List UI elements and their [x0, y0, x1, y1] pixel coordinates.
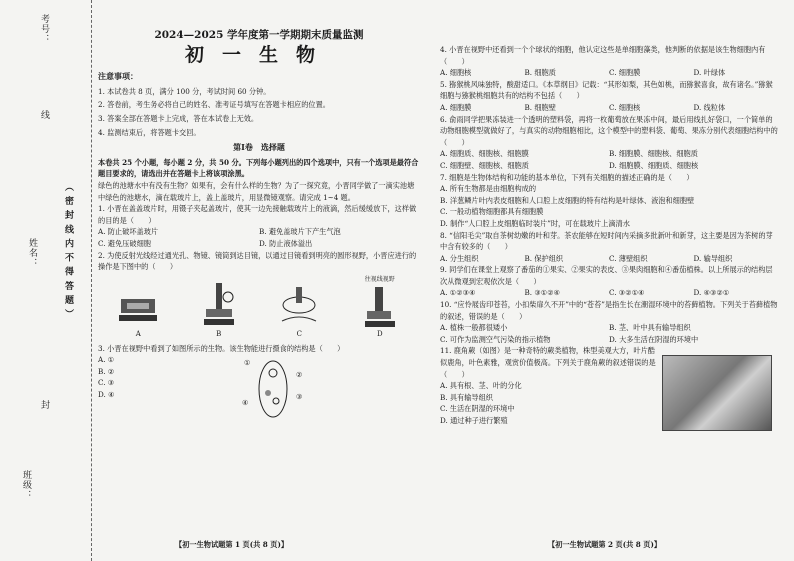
option-a: A. 所有生物都是由细胞构成的: [440, 184, 537, 194]
option-c: C. ③②①④: [609, 288, 645, 298]
option-d: D. 细胞膜、细胞质、细胞核: [609, 160, 699, 170]
class-label: 班级：: [21, 470, 31, 500]
question-6: [440, 114, 778, 172]
option-a: A. 植株一般都很矮小: [440, 323, 508, 333]
option-d: D. 制作“人口腔上皮细胞临时装片”时，可在载玻片上滴清水: [440, 218, 630, 228]
option-a: A. 细胞核: [440, 68, 472, 78]
microscope-mirror-icon: [276, 279, 322, 329]
question-9: [440, 264, 778, 299]
option-c: C. 避免压破细胞: [98, 238, 151, 248]
option-a: A. 细胞膜: [440, 102, 472, 112]
option-a: A. ①②③④: [440, 288, 476, 298]
option-d: D. 通过种子进行繁殖: [440, 416, 508, 425]
notice-title: 注意事项：: [98, 71, 138, 82]
option-c: C. 细胞壁、细胞核、细胞质: [440, 160, 529, 170]
question-4: [440, 44, 778, 79]
exam-no-label: 考号：: [39, 14, 49, 44]
option-d: D. 防止液体溢出: [259, 238, 313, 248]
option-c: C. 细胞核: [609, 102, 641, 112]
right-column: [440, 44, 778, 427]
option-b: B. 保护组织: [524, 253, 564, 263]
notice-item: 2. 答卷前，考生务必将自己的姓名、准考证号填写在答题卡相应的位置。: [98, 100, 330, 110]
option-b: B. 洋葱鳞片叶内表皮细胞和人口腔上皮细胞的特有结构是叶绿体、液泡和细胞壁: [440, 195, 695, 205]
option-a: A. 具有根、茎、叶的分化: [440, 381, 522, 391]
option-b: B. 具有输导组织: [440, 392, 493, 402]
question-2: [98, 250, 420, 341]
question-stem: 7. 细胞是生物体结构和功能的基本单位，下列有关细胞的描述正确的是（ ）: [440, 172, 694, 182]
option-c: C. ③: [98, 378, 115, 388]
option-d: D. 叶绿体: [693, 68, 726, 78]
question-8: [440, 230, 778, 265]
question-stem: 10. “应怜屐齿印苍苔，小扣柴扉久不开”中的“苍苔”是指生长在潮湿环境中的苔藓植物。下列关于苔藓植物的叙述，错误的是（ ）: [440, 300, 778, 321]
svg-text:①: ①: [244, 358, 251, 367]
question-stem: 6. 俞雨同学把果冻装进一个透明的塑料袋，再将一枚葡萄放在果冻中间，最后用线扎好袋口，一个简单的动物细胞模型就做好了，与真实的动物细胞相比，这个模型中的塑料袋、葡萄、果冻分别代表细胞结构中的（ ）: [440, 114, 778, 147]
figure-label: B: [216, 330, 222, 339]
section-context: 绿色的池塘水中有没有生物？如果有，会有什么样的生物？为了一探究竟，小晋同学做了一滴实池塘中绿色的池塘水，滴在载玻片上，盖上盖玻片，用显微镜观察。请完成 1~4 题。: [98, 180, 415, 202]
option-c: C. 生活在阴湿的环境中: [440, 404, 515, 414]
question-stem: 8. “信阳毛尖”取自茶树幼嫩的叶和芽。茶农能够在短时间内采摘多批新叶和新芽，这主要是因为茶树的芽中含有较多的（ ）: [440, 230, 773, 252]
question-stem: 3. 小晋在视野中看到了如图所示的生物。该生物能进行摄食的结构是（ ）: [98, 343, 345, 353]
option-d: D. 线粒体: [693, 102, 726, 112]
question-stem: 1. 小晋在盖盖玻片时，用镊子夹起盖玻片，使其一边先接触载玻片上的液滴，然后缓缓放下，这样做的目的是（ ）: [98, 204, 417, 225]
option-b: B. 茎、叶中具有输导组织: [609, 323, 691, 333]
question-10: [440, 299, 778, 345]
figure-d: [357, 274, 403, 341]
footer-page-2: 【初一生物试题第 2 页(共 8 页)】: [548, 540, 662, 549]
notice-item: 4. 监测结束后，将答题卡交回。: [98, 127, 201, 137]
question-stem: 5. 猕猴桃风味独特，酸甜适口。《本草纲目》记载：“其形如梨，其色如桃，而猕猴喜食，故有诸名。”猕猴细胞与猕猴桃细胞共有的结构不包括（ ）: [440, 79, 773, 101]
figure-label: A: [135, 330, 141, 339]
option-c: C. 细胞膜: [609, 68, 641, 78]
option-a: A. 防止破坏盖玻片: [98, 227, 159, 237]
binding-margin: [0, 0, 92, 561]
microscope-stage-icon: [115, 279, 161, 329]
section-title: 第Ⅰ卷 选择题: [233, 142, 285, 153]
figure-a: [115, 279, 161, 341]
option-d: D. ④③②①: [693, 288, 730, 298]
option-b: B. 细胞壁: [524, 102, 556, 112]
option-a: A. 细胞质、细胞核、细胞膜: [440, 149, 529, 159]
option-b: B. 细胞质: [524, 68, 556, 78]
question-stem: 9. 同学们在课堂上观察了番茄的①果实、②果实的表皮、③果肉细胞和④番茄植株。以上所展示的结构层次从微观到宏观依次是（ ）: [440, 265, 773, 286]
name-label: 姓名：: [27, 238, 37, 268]
option-a: A. ①: [98, 355, 115, 365]
microscope-adjust-icon: [196, 279, 242, 329]
question-stem: 4. 小晋在视野中还看到一个个球状的细胞，他认定这些是单细胞藻类，他判断的依据是该生物细胞内有（ ）: [440, 45, 766, 66]
subject-title: 初一生物: [184, 43, 333, 66]
notice-item: 1. 本试卷共 8 页，满分 100 分，考试时间 60 分钟。: [98, 86, 271, 96]
footer-page-1: 【初一生物试题第 1 页(共 8 页)】: [175, 540, 289, 549]
seal-warning: （ 密 封 线 内 不 得 答 题 ）: [63, 182, 73, 320]
option-d: D. 输导组织: [693, 253, 733, 263]
figure-label: C: [296, 330, 302, 339]
option-c: C. 一般动植物细胞都具有细胞膜: [440, 207, 544, 217]
svg-text:③: ③: [296, 392, 303, 401]
figure-label: D: [376, 330, 383, 339]
section-intro: 本卷共 25 个小题，每小题 2 分，共 50 分。下列每小题列出的四个选项中，只有一个选项是最符合题目要求的，请选出并在答题卡上将该项涂黑。: [98, 157, 419, 179]
option-a: A. 分生组织: [440, 253, 479, 263]
question-7: [440, 172, 778, 230]
paramecium-figure: [238, 353, 308, 419]
microscope-eyepiece-icon: [357, 285, 403, 329]
exam-title: 2024—2025 学年度第一学期期末质量监测: [154, 29, 364, 41]
microscope-figure: [98, 275, 420, 341]
option-b: B. 避免盖玻片下产生气泡: [259, 227, 341, 237]
figure-b: [196, 279, 242, 341]
option-b: B. ③①②④: [524, 288, 561, 298]
option-c: C. 可作为监测空气污染的指示植物: [440, 334, 551, 344]
seal-label: 封: [39, 400, 49, 410]
question-3: [98, 343, 420, 413]
question-11: [440, 345, 778, 426]
option-d: D. 大多生活在阴湿的环境中: [609, 334, 699, 344]
option-c: C. 薄壁组织: [609, 253, 648, 263]
line-label: 线: [39, 110, 49, 120]
left-column: [98, 30, 420, 413]
option-b: B. 细胞膜、细胞核、细胞质: [609, 149, 698, 159]
figure-c: [276, 279, 322, 341]
notice-block: [98, 71, 420, 138]
figure-caption: 往视线视野: [364, 275, 395, 283]
question-stem: 11. 鹿角蕨（如图）是一种奇特的蕨类植物，株型美观大方，叶片酷似鹿角，叶色素雅，观赏价值极高。下列关于鹿角蕨的叙述错误的是（ ）: [440, 346, 656, 379]
svg-text:④: ④: [242, 398, 249, 407]
question-1: [98, 203, 420, 249]
question-stem: 2. 为使反射光线经过通光孔、物镜、镜筒到达目镜，以通过目镜看到明亮的圆形视野，小晋应进行的操作是下图中的（ ）: [98, 250, 417, 272]
staghorn-fern-photo: [662, 355, 772, 431]
svg-text:②: ②: [296, 370, 303, 379]
option-d: D. ④: [98, 390, 115, 400]
option-b: B. ②: [98, 366, 115, 376]
question-5: [440, 79, 778, 114]
notice-item: 3. 答案全部在答题卡上完成，答在本试卷上无效。: [98, 113, 259, 123]
